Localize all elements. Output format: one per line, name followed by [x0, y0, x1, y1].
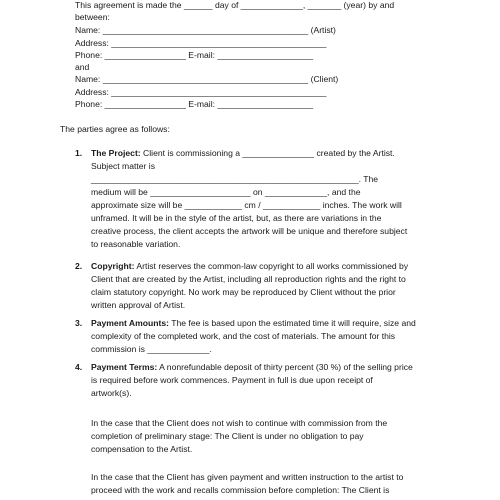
clause-line	[91, 362, 413, 374]
clause-line: written approval of Artist.	[91, 300, 186, 310]
clause-line: claim statutory copyright. No work may be reproduced by Client without the prior	[91, 287, 396, 297]
clause-line: is required before work commences. Payment in full is due upon receipt of	[91, 375, 373, 385]
clause-line: approximate size will be ____________ cm / ____________ inches. The work will	[91, 200, 402, 210]
clause-title: Payment Terms:	[91, 362, 158, 372]
client-phone-email-line: Phone: _________________ E-mail: ____________________	[75, 99, 313, 109]
paragraph-line: In the case that the Client has given payment and written instruction to the artist to	[91, 472, 404, 482]
client-address-line: Address: _____________________________________________	[75, 87, 327, 97]
paragraph-line: compensation to the Artist.	[91, 444, 193, 454]
artist-name-line: Name: ___________________________________________ (Artist)	[75, 25, 336, 35]
clause-text: Client is commissioning a _______________ created by the Artist.	[140, 148, 395, 158]
clause-line: artwork(s).	[91, 388, 132, 398]
clause-line: Subject matter is	[91, 161, 155, 171]
paragraph-line: proceed with the work and recalls commission before completion: The Client is	[91, 485, 390, 495]
agreement-date-line: This agreement is made the ______ day of _____________, _______ (year) by and	[75, 0, 395, 10]
and-label: and	[75, 62, 90, 72]
clause-line: creative process, the client accepts the artwork will be unique and therefore subject	[91, 226, 408, 236]
clause-title: Copyright:	[91, 261, 135, 271]
clause-line	[91, 148, 395, 160]
paragraph-line: In the case that the Client does not wish to continue with commission from the	[91, 418, 388, 428]
clause-line	[91, 261, 408, 273]
clause-line: unframed. It will be in the style of the artist, but, as there are variations in the	[91, 213, 382, 223]
clause-number: 1.	[75, 148, 83, 158]
artist-address-line: Address: _____________________________________________	[75, 38, 327, 48]
clause-line: to reasonable variation.	[91, 239, 181, 249]
clause-line: complexity of the completed work, and the cost of materials. The amount for this	[91, 331, 396, 341]
clause-title: Payment Amounts:	[91, 318, 169, 328]
clause-text: The fee is based upon the estimated time it will require, size and	[169, 318, 416, 328]
clause-line	[91, 318, 416, 330]
clause-number: 2.	[75, 261, 83, 271]
between-label: between:	[75, 12, 110, 22]
clause-line: Client that are created by the Artist, including all reproduction rights and the right to	[91, 274, 406, 284]
artist-phone-email-line: Phone: _________________ E-mail: ____________________	[75, 50, 313, 60]
clause-line: ________________________________________________________. The	[91, 174, 379, 184]
intro-text: The parties agree as follows:	[60, 124, 170, 134]
paragraph-line: completion of preliminary stage: The Client is under no obligation to pay	[91, 431, 364, 441]
clause-number: 4.	[75, 362, 83, 372]
clause-number: 3.	[75, 318, 83, 328]
clause-text: Artist reserves the common-law copyright to all works commissioned by	[134, 261, 409, 271]
clause-line: medium will be _____________________ on _____________, and the	[91, 187, 361, 197]
clause-line: commission is _____________.	[91, 344, 212, 354]
client-name-line: Name: ___________________________________________ (Client)	[75, 74, 339, 84]
clause-text: A nonrefundable deposit of thirty percent (30 %) of the selling price	[157, 362, 413, 372]
clause-title: The Project:	[91, 148, 141, 158]
